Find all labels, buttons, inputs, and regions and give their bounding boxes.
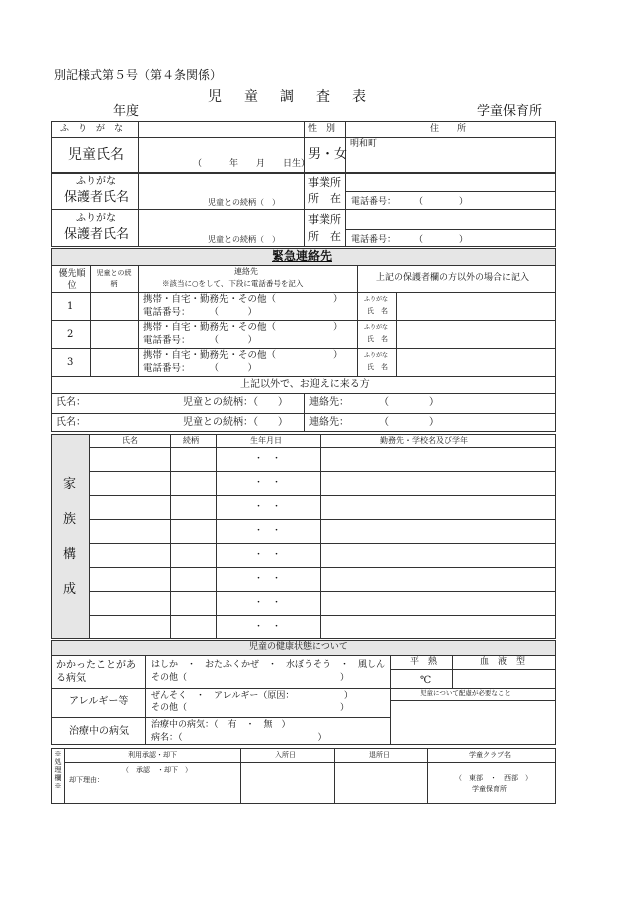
guardian2-office-field[interactable] xyxy=(347,211,554,228)
guardian1-furigana-label: ふりがな xyxy=(76,176,116,187)
heat-label: 平 熱 xyxy=(410,657,438,667)
approval-value[interactable]: （ 承認 ・却下 ） xyxy=(122,766,192,774)
address-value[interactable]: 明和町 xyxy=(350,139,378,149)
pickup-row-2-contact[interactable]: 連絡先： （ ） xyxy=(309,417,439,428)
family-row-birth-dots[interactable]: ・ ・ xyxy=(254,574,282,584)
family-row-divider xyxy=(89,495,556,496)
pickup-row-1-relation[interactable]: 児童との続柄：（ ） xyxy=(183,397,288,408)
guardian2-phone[interactable]: 電話番号： （ ） xyxy=(351,235,469,245)
emergency-row-2-phone[interactable]: 電話番号： （ ） xyxy=(143,335,258,346)
child-name-field[interactable] xyxy=(140,139,302,159)
family-side-2: 族 xyxy=(63,512,77,527)
col-priority: 優先順位 xyxy=(58,269,86,291)
family-row-birth-dots[interactable]: ・ ・ xyxy=(254,598,282,608)
emergency-row-2-name-field[interactable] xyxy=(398,322,554,346)
emergency-row-3-name: 氏 名 xyxy=(367,363,388,371)
emergency-row-3-phone[interactable]: 電話番号： （ ） xyxy=(143,363,258,374)
guardian1-office-label: 事業所 xyxy=(308,176,341,189)
emergency-row-2-relation[interactable] xyxy=(92,322,136,346)
emergency-title: 緊急連絡先 xyxy=(272,249,333,263)
guardian1-phone[interactable]: 電話番号： （ ） xyxy=(351,197,469,207)
child-birth-date[interactable]: （ 年 月 日生） xyxy=(193,159,311,169)
emergency-row-3-relation[interactable] xyxy=(92,350,136,374)
family-row-divider xyxy=(89,543,556,544)
pickup-row-1-name[interactable]: 氏名： xyxy=(56,397,86,408)
emergency-row-3-type[interactable]: 携帯・自宅・勤務先・その他（ ） xyxy=(143,350,343,361)
treat-disease[interactable]: 病名：（ ） xyxy=(151,733,327,743)
club-value[interactable]: （ 東部 ・ 西部 ） xyxy=(455,774,532,782)
page-title: 児 童 調 査 表 xyxy=(208,89,370,105)
guardian2-office-label: 事業所 xyxy=(308,213,341,226)
family-col-work: 勤務先・学校名及び学年 xyxy=(380,436,468,445)
family-col-birth: 生年月日 xyxy=(250,436,282,445)
guardian2-name-label: 保護者氏名 xyxy=(64,227,130,242)
club-facility: 学童保育所 xyxy=(472,785,507,793)
family-row-divider xyxy=(89,567,556,568)
family-row-divider xyxy=(89,615,556,616)
family-side-3: 構 xyxy=(63,547,77,562)
col-exit: 退所日 xyxy=(369,751,390,759)
emergency-row-3-furigana: ふりがな xyxy=(364,352,389,359)
emergency-row-1-type[interactable]: 携帯・自宅・勤務先・その他（ ） xyxy=(143,294,343,305)
emergency-row-1-no: 1 xyxy=(67,301,74,312)
pickup-row-2-name[interactable]: 氏名： xyxy=(56,417,86,428)
family-row-birth-dots[interactable]: ・ ・ xyxy=(254,454,282,464)
child-furigana-label: ふ り が な xyxy=(60,124,124,134)
health-title: 児童の健康状態について xyxy=(249,642,348,652)
treat-label: 治療中の病気 xyxy=(69,726,129,737)
family-row-birth-dots[interactable]: ・ ・ xyxy=(254,622,282,632)
guardian1-name-field[interactable] xyxy=(140,174,302,198)
guardian2-relation[interactable]: 児童との続柄（ ） xyxy=(208,235,280,244)
emergency-row-2-name: 氏 名 xyxy=(367,335,388,343)
family-row-divider xyxy=(89,519,556,520)
year-label: 年度 xyxy=(113,104,140,119)
emergency-row-1-relation[interactable] xyxy=(92,294,136,318)
family-col-relation: 続柄 xyxy=(183,436,199,445)
emergency-row-1-furigana: ふりがな xyxy=(364,296,389,303)
col-approval: 利用承認・却下 xyxy=(128,751,177,759)
guardian1-location-label: 所 在 xyxy=(308,192,341,205)
allergy-options[interactable]: ぜんそく ・ アレルギー（原因： ） xyxy=(151,691,353,701)
emergency-row-2-no: 2 xyxy=(67,329,74,340)
family-side-1: 家 xyxy=(63,477,77,492)
col-contact-note: ※該当に○をして、下段に電話番号を記入 xyxy=(162,279,304,288)
exit-date-field[interactable] xyxy=(336,764,425,802)
form-number: 別記様式第５号（第４条関係） xyxy=(54,68,223,82)
reject-reason[interactable]: 却下理由： xyxy=(69,776,104,784)
family-side xyxy=(52,435,89,638)
guardian1-name-label: 保護者氏名 xyxy=(64,190,130,205)
entry-date-field[interactable] xyxy=(242,764,332,802)
celsius-unit: ℃ xyxy=(420,675,432,686)
family-row-divider xyxy=(89,471,556,472)
family-row-birth-dots[interactable]: ・ ・ xyxy=(254,526,282,536)
pickup-row-2-relation[interactable]: 児童との続柄：（ ） xyxy=(183,417,288,428)
facility-label: 学童保育所 xyxy=(477,104,543,119)
col-contact: 連絡先 xyxy=(234,267,258,276)
emergency-row-3-no: 3 xyxy=(67,357,74,368)
col-club: 学童クラブ名 xyxy=(469,751,511,759)
guardian2-location-label: 所 在 xyxy=(308,230,341,243)
emergency-row-1-phone[interactable]: 電話番号： （ ） xyxy=(143,307,258,318)
care-label: 児童について配慮が必要なこと xyxy=(420,689,511,697)
col-entry: 入所日 xyxy=(275,751,296,759)
illness-other[interactable]: その他（ ） xyxy=(151,673,350,683)
family-col-name: 氏名 xyxy=(122,436,138,445)
family-table xyxy=(51,434,556,639)
guardian1-office-field[interactable] xyxy=(347,174,554,190)
illness-options[interactable]: はしか ・ おたふくかぜ ・ 水ぼうそう ・ 風しん xyxy=(151,660,386,670)
blood-type-field[interactable] xyxy=(454,671,554,686)
care-field[interactable] xyxy=(392,702,554,743)
child-furigana-field[interactable] xyxy=(140,122,302,136)
sex-options[interactable]: 男・女 xyxy=(308,147,348,162)
blood-label: 血 液 型 xyxy=(480,657,526,667)
address-label: 住 所 xyxy=(430,124,467,134)
family-row-birth-dots[interactable]: ・ ・ xyxy=(254,502,282,512)
guardian2-name-field[interactable] xyxy=(140,211,302,235)
allergy-other[interactable]: その他（ ） xyxy=(151,703,350,713)
col-other: 上記の保護者欄の方以外の場合に記入 xyxy=(376,273,530,283)
emergency-row-2-furigana: ふりがな xyxy=(364,324,389,331)
allergy-label: アレルギー等 xyxy=(69,696,129,707)
guardian1-relation[interactable]: 児童との続柄（ ） xyxy=(208,198,280,207)
family-row-birth-dots[interactable]: ・ ・ xyxy=(254,550,282,560)
col-relation: 児童との続 柄 xyxy=(96,269,139,288)
emergency-row-1-name: 氏 名 xyxy=(367,307,388,315)
family-row-birth-dots[interactable]: ・ ・ xyxy=(254,478,282,488)
pickup-row-1-contact[interactable]: 連絡先： （ ） xyxy=(309,397,439,408)
family-row-divider xyxy=(89,591,556,592)
emergency-row-1-name-field[interactable] xyxy=(398,294,554,318)
sex-label: 性 別 xyxy=(308,124,336,134)
pickup-title: 上記以外で、お迎えに来る方 xyxy=(240,379,370,390)
emergency-row-2-type[interactable]: 携帯・自宅・勤務先・その他（ ） xyxy=(143,322,343,333)
child-name-label: 児童氏名 xyxy=(68,147,124,163)
family-side-4: 成 xyxy=(63,582,77,597)
treat-status[interactable]: 治療中の病気：（ 有 ・ 無 ） xyxy=(151,720,291,730)
office-side-label: ※処理欄※ xyxy=(54,750,62,790)
emergency-row-3-name-field[interactable] xyxy=(398,350,554,374)
illness-label: かかったことがある病気 xyxy=(56,660,136,684)
guardian2-furigana-label: ふりがな xyxy=(76,213,116,224)
